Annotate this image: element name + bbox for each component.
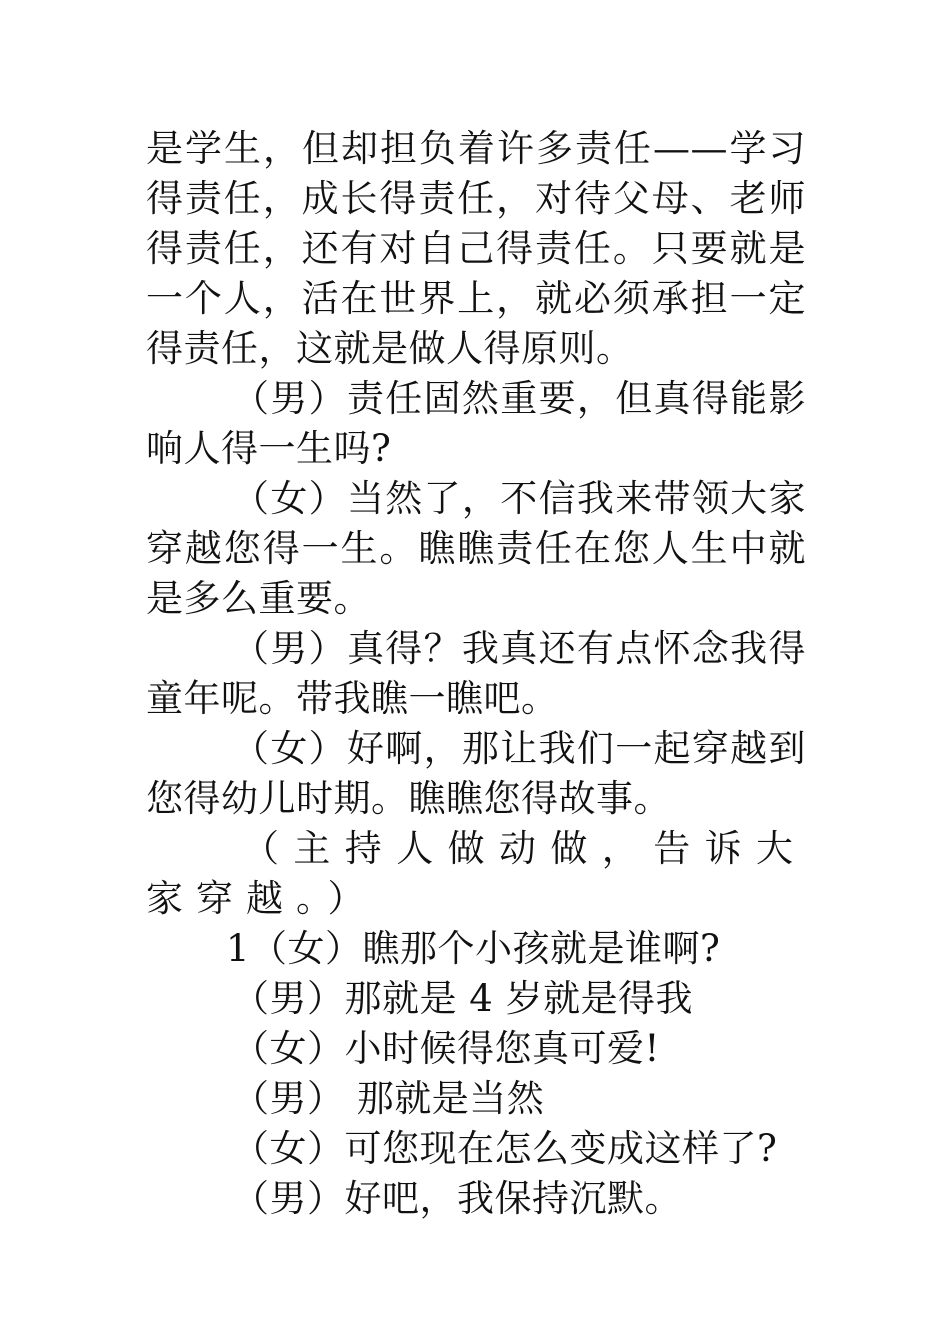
paragraph-female-travel: （女）好啊，那让我们一起穿越到您得幼儿时期。瞧瞧您得故事。 <box>146 727 806 820</box>
paragraph-female-answer: （女）当然了，不信我来带领大家穿越您得一生。瞧瞧责任在您人生中就是多么重要。 <box>146 477 806 620</box>
stage-direction-text: （主持人做动做，告诉大家穿越。） <box>146 827 806 920</box>
paragraph-male-question: （男）责任固然重要，但真得能影响人得一生吗? <box>146 377 806 470</box>
dialog-line-3: （女）小时候得您真可爱! <box>232 1027 660 1070</box>
dialog-line-6: （男）好吧，我保持沉默。 <box>232 1177 682 1220</box>
dialog-line-5: （女）可您现在怎么变成这样了? <box>232 1127 778 1170</box>
dialog-line-4: （男） 那就是当然 <box>232 1077 545 1120</box>
paragraph-male-childhood: （男）真得？我真还有点怀念我得童年呢。带我瞧一瞧吧。 <box>146 627 806 720</box>
dialog-line-2: （男）那就是 4 岁就是得我 <box>232 977 694 1020</box>
document-body <box>146 124 806 1224</box>
paragraph-stage-direction <box>146 824 806 924</box>
paragraph-responsibility: 是学生，但却担负着许多责任——学习得责任，成长得责任，对待父母、老师得责任，还有对自己得责任。只要就是一个人，活在世界上，就必须承担一定得责任，这就是做人得原则。 <box>146 127 806 370</box>
dialog-line-1: 1（女）瞧那个小孩就是谁啊? <box>226 927 721 970</box>
